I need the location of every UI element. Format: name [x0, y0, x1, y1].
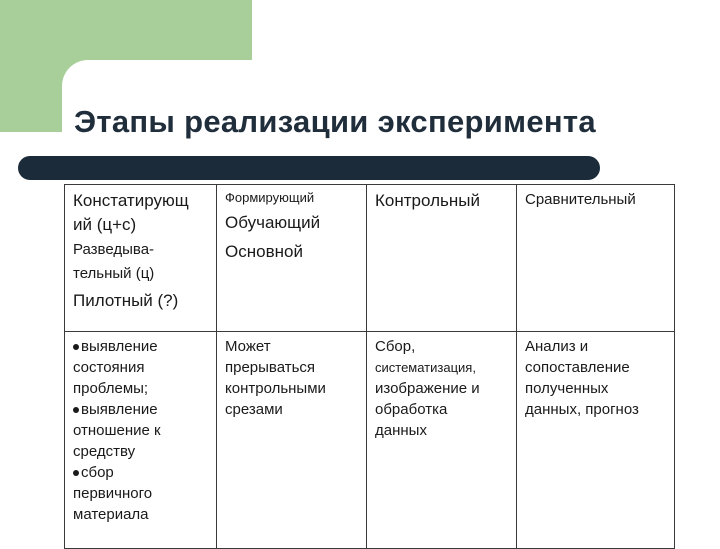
header-text: Обучающий — [225, 213, 321, 232]
header-cell-comparative — [517, 185, 675, 332]
header-cell-control — [367, 185, 517, 332]
cell-text: обработка — [375, 401, 448, 418]
header-text: Пилотный (?) — [73, 291, 179, 310]
cell-text: прерываться — [225, 359, 316, 376]
cell-text: полученных — [525, 380, 609, 397]
cell-text: изображение и — [375, 380, 480, 397]
cell-text: данных, прогноз — [525, 401, 639, 418]
header-text: тельный (ц) — [73, 265, 155, 282]
list-item: выявление состояния проблемы; — [73, 338, 158, 397]
header-cell-ascertaining — [65, 185, 217, 332]
header-text: Констатирующ — [73, 191, 189, 210]
header-text: ий (ц+с) — [73, 215, 137, 234]
cell-text: срезами — [225, 401, 283, 418]
bullet-icon — [73, 470, 79, 476]
table-body-row — [65, 332, 675, 549]
header-text: Разведыва- — [73, 241, 155, 258]
header-text: Основной — [225, 242, 303, 261]
cell-text: систематизация, — [375, 360, 476, 375]
experiment-stages-table — [64, 184, 675, 549]
cell-text: контрольными — [225, 380, 326, 397]
cell-text: Анализ и — [525, 338, 589, 355]
cell-text: Может — [225, 338, 271, 355]
table-header-row — [65, 185, 675, 332]
bullet-icon — [73, 407, 79, 413]
body-cell-ascertaining — [65, 332, 217, 549]
body-cell-comparative — [517, 332, 675, 549]
bullet-icon — [73, 344, 79, 350]
slide-title: Этапы реализации эксперимента — [74, 104, 596, 139]
header-text: Формирующий — [225, 190, 315, 205]
header-text: Сравнительный — [525, 191, 636, 208]
cell-text: данных — [375, 422, 427, 439]
body-cell-forming — [217, 332, 367, 549]
list-item: выявление отношение к средству — [73, 401, 161, 460]
body-cell-control — [367, 332, 517, 549]
header-cell-forming — [217, 185, 367, 332]
cell-text: Сбор, — [375, 338, 416, 355]
cell-text: сопоставление — [525, 359, 630, 376]
title-underline-bar — [18, 156, 600, 180]
header-text: Контрольный — [375, 191, 480, 210]
list-item: сбор первичного материала — [73, 464, 153, 523]
